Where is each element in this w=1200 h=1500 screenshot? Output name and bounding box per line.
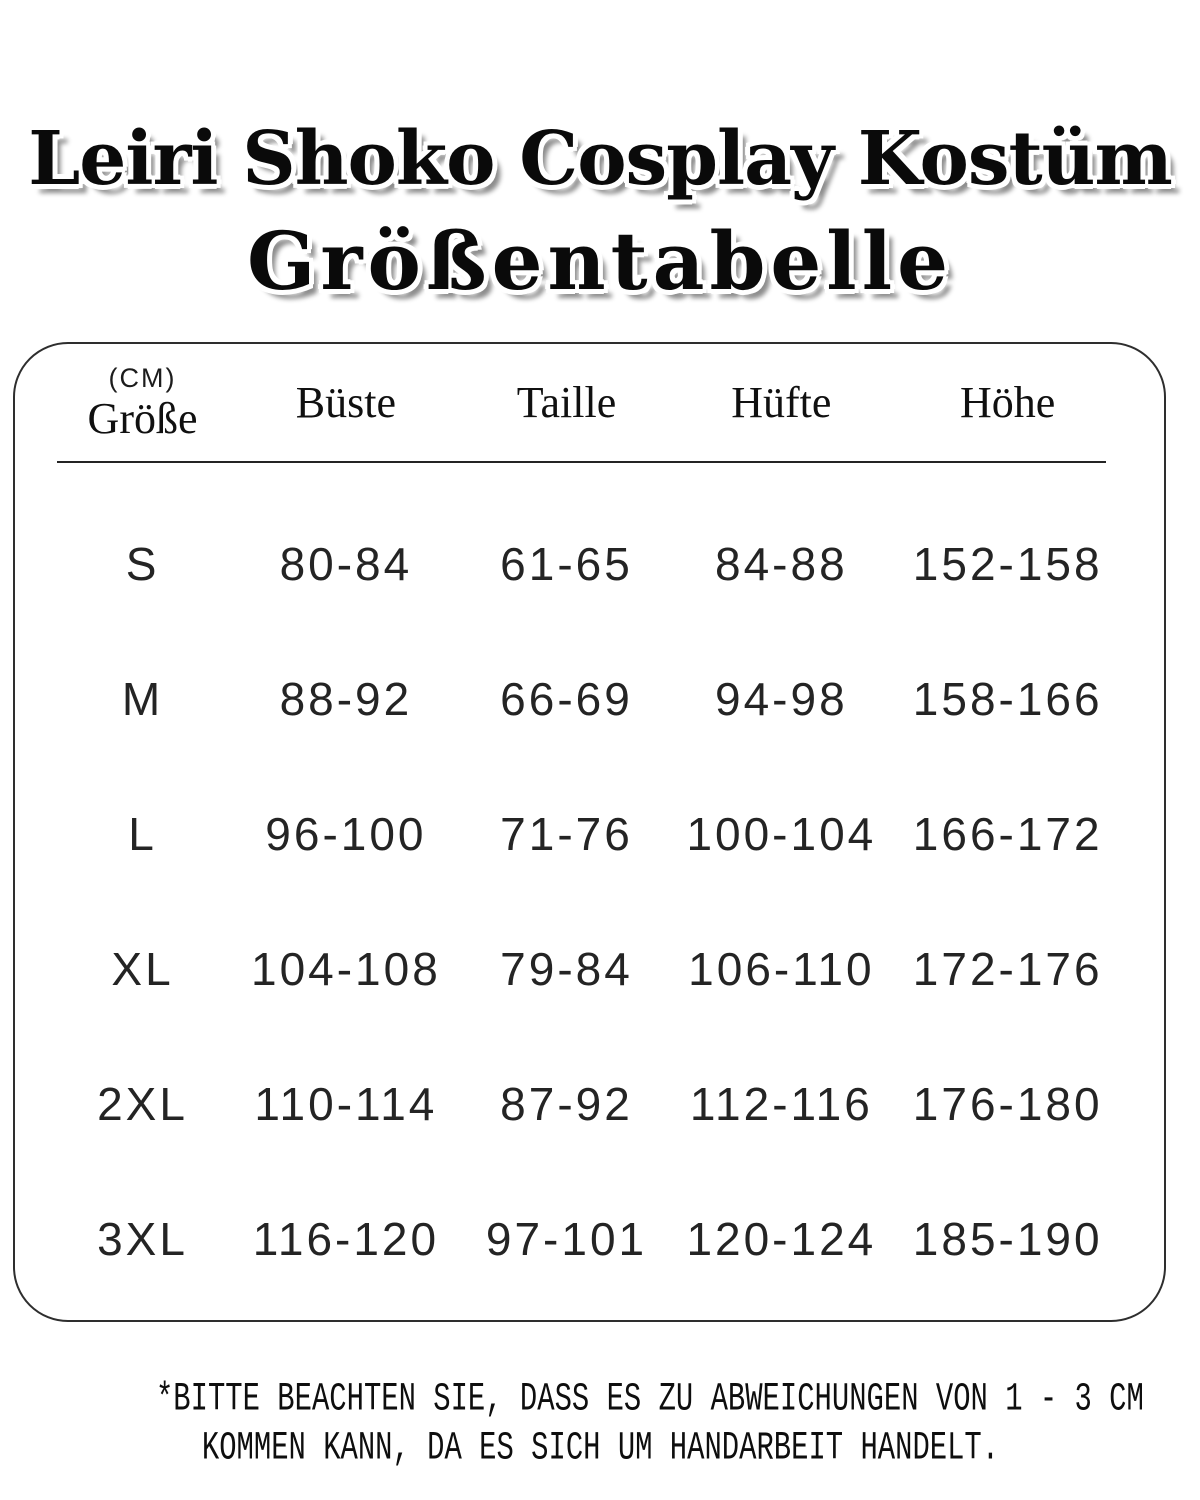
hip-value: 84-88 [715,537,848,590]
footnote-line-1-text: *BITTE BEACHTEN SIE, DASS ES ZU ABWEICHUNGEN VON 1 - 3 CM [155,1376,1144,1423]
title-line-2: Größentabelle [247,214,953,308]
column-header-bueste: Büste [295,378,396,427]
hip-value: 106-110 [688,942,875,995]
waist-value: 97-101 [485,1212,648,1265]
table-body [15,496,1164,1306]
size-value: L [128,807,157,860]
footnote-line-2-text: KOMMEN KANN, DA ES SICH UM HANDARBEIT HANDELT. [201,1425,999,1472]
size-value: M [121,672,164,725]
height-value: 158-166 [912,672,1103,725]
table-row-3xl [15,1171,1164,1306]
table-row-s [15,496,1164,631]
header-divider [57,461,1106,463]
height-value: 185-190 [912,1212,1103,1265]
height-value: 176-180 [912,1077,1103,1130]
height-value: 166-172 [912,807,1103,860]
page-title [0,110,1200,310]
bust-value: 96-100 [265,807,427,860]
size-column-header [87,362,198,443]
height-value: 172-176 [912,942,1103,995]
bust-value: 80-84 [279,537,413,590]
hip-value: 112-116 [689,1077,873,1130]
table-row-l [15,766,1164,901]
waist-value: 79-84 [500,942,633,995]
height-value: 152-158 [912,537,1103,590]
footnote-line-1 [0,1378,1200,1427]
waist-value: 66-69 [500,672,633,725]
footnote [0,1378,1200,1476]
unit-label: (CM) [108,362,177,393]
footnote-line-2 [0,1427,1200,1476]
size-header-label: Größe [87,393,198,443]
table-row-m [15,631,1164,766]
hip-value: 94-98 [715,672,848,725]
waist-value: 71-76 [500,807,633,860]
bust-value: 110-114 [254,1077,438,1130]
title-line-1: Leiri Shoko Cosplay Kostüm [28,116,1172,202]
bust-value: 116-120 [252,1212,440,1265]
size-value: 3XL [97,1212,188,1265]
hip-value: 100-104 [686,807,877,860]
table-row-xl [15,901,1164,1036]
bust-value: 104-108 [250,942,441,995]
size-value: XL [111,942,174,995]
size-value: S [125,537,160,590]
hip-value: 120-124 [686,1212,877,1265]
column-header-huefte: Hüfte [731,378,832,427]
table-header-row [15,344,1164,461]
column-header-hoehe: Höhe [960,378,1056,427]
waist-value: 61-65 [500,537,633,590]
bust-value: 88-92 [279,672,413,725]
size-value: 2XL [97,1077,188,1130]
size-chart-table [13,342,1166,1322]
waist-value: 87-92 [500,1077,633,1130]
table-row-2xl [15,1036,1164,1171]
column-header-taille: Taille [516,378,617,427]
